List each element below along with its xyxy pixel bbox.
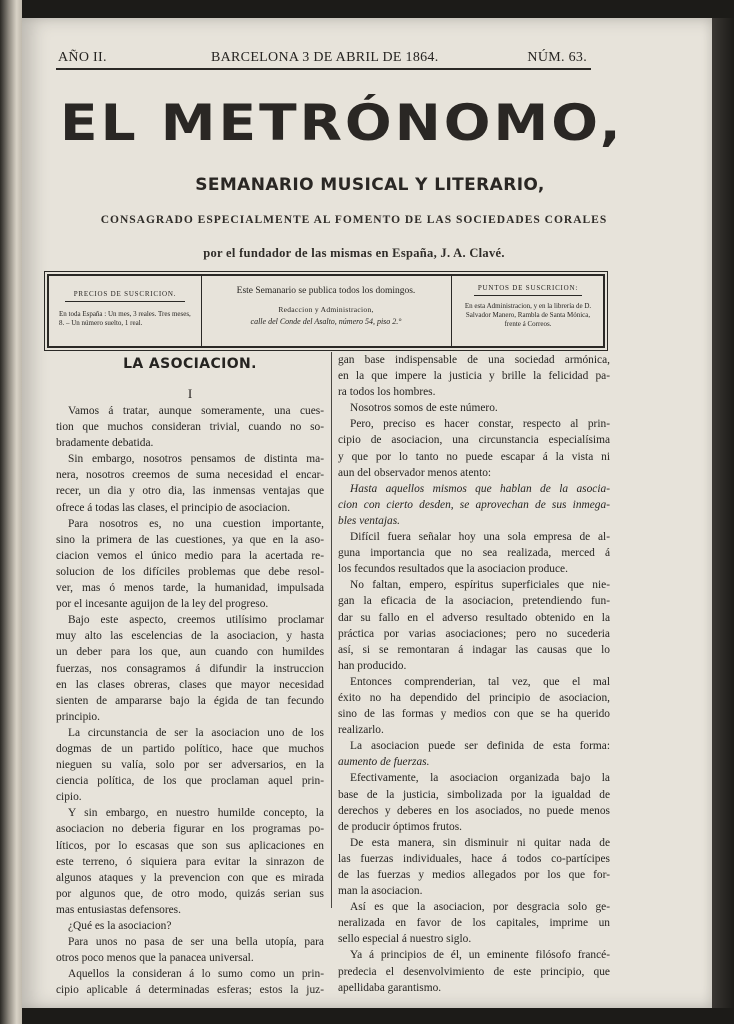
- text-line: de las fuerzas y medios allegados por los que for-: [338, 869, 610, 881]
- text-line: sino la primera de las cuestiones, ya que en la aso-: [56, 533, 324, 546]
- book-spine: [0, 0, 22, 1024]
- article-title: LA ASOCIACION.: [123, 356, 257, 372]
- text-line: base de la justicia, simbolizada por la igualdad de: [338, 788, 610, 801]
- text-line: Ya á principios de él, un eminente filósofo francé-: [350, 949, 610, 962]
- text-line: Vamos á tratar, aunque someramente, una cues-: [68, 405, 324, 417]
- text-line: muy alto las escelencias de la asociacion, y hasta: [56, 630, 324, 643]
- text-line: ¿Qué es la asociacion?: [68, 920, 172, 932]
- text-line: Para nosotros es, no una cuestion importante,: [68, 517, 324, 530]
- text-line: aun del observador menos atento:: [338, 466, 492, 479]
- text-line: gan base indispensable de una sociedad armónica,: [338, 354, 610, 366]
- text-line: solucion de los difíciles problemas que debe resol-: [56, 565, 324, 578]
- text-line: éxito no ha dependido del principio de asociacion,: [338, 691, 610, 704]
- text-line: La circunstancia de ser la asociacion uno de los: [68, 726, 324, 739]
- text-line: en las clases obreras, clases que mayor necesidad: [56, 678, 324, 691]
- text-line: aumento de fuerzas.: [338, 756, 430, 769]
- text-line: Difícil fuera señalar hoy una sola empresa de al-: [350, 531, 610, 544]
- text-line: ciacion vemos el único medio para la acertada re-: [56, 549, 324, 562]
- text-line: nera, nosotros creemos de suma necesidad el encar-: [56, 469, 324, 482]
- text-line: guna importancia que no sea realizada, merced á: [338, 547, 610, 560]
- text-line: bradamente debatida.: [56, 437, 154, 450]
- text-line: La asociacion puede ser definida de esta forma:: [350, 740, 610, 753]
- text-line: Para unos no pasa de ser una bella utopía, para: [68, 936, 324, 949]
- text-line: Nosotros somos de este número.: [350, 402, 498, 415]
- text-line: asociacion no deberia figurar en los programas po-: [56, 823, 324, 836]
- text-line: Y sin embargo, en nuestro humilde concepto, la: [68, 807, 324, 820]
- text-line: Así es que la asociacion, por desgracia solo ge-: [350, 901, 610, 914]
- text-line: recer, un dia y otro dia, las inmensas ventajas que: [56, 485, 324, 498]
- masthead-place-date: BARCELONA 3 DE ABRIL DE 1864.: [211, 50, 439, 65]
- masthead-line: [56, 50, 591, 70]
- text-line: realizarlo.: [338, 724, 384, 737]
- text-line: fuerzas, nos consagramos á difundir la instruccion: [56, 662, 324, 675]
- text-line: bles ventajas.: [338, 514, 401, 527]
- text-line: ciencia política, de los que proclaman aquel prin-: [56, 775, 324, 788]
- article-left-column: [56, 403, 324, 998]
- text-line: algunos ataques y la prevencion con que es mirada: [56, 871, 324, 884]
- subscription-info-box: [47, 274, 605, 348]
- text-line: De esta manera, sin disminuir ni quitar nada de: [350, 836, 610, 849]
- prices-column: [49, 276, 202, 346]
- text-line: cipio.: [56, 791, 82, 804]
- text-line: cion con cierto desden, se aprovechan de sus inmega-: [338, 498, 610, 511]
- text-line: tion que muchos consideran trivial, cuando no so-: [56, 421, 324, 434]
- text-line: por el incesante aguijon de la ley del progreso.: [56, 598, 269, 611]
- text-line: mas entusiastas defensores.: [56, 903, 181, 916]
- text-line: dogmas de un partido político, hace que muchos: [56, 742, 324, 755]
- text-line: práctica por varias asociaciones; pero no sucederia: [338, 627, 610, 640]
- newspaper-title: EL METRÓNOMO,: [60, 94, 624, 152]
- article-right-column: [338, 352, 610, 996]
- text-line: Pero, preciso es hacer constar, respecto al prin-: [350, 418, 610, 431]
- text-line: este terreno, ó siquiera para evitar la sinrazon de: [56, 855, 324, 868]
- text-line: Efectivamente, la asociacion organizada bajo la: [350, 772, 610, 785]
- subscription-points-text: En esta Administracion, y en la librería de D. Salvador Manero, Rambla de Santa Mónica, frente á Correos.: [464, 302, 592, 328]
- text-line: ver, mas ó menos tarde, la humanidad, impulsada: [56, 582, 324, 595]
- text-line: en la que impere la justicia y brille la felicidad pa-: [338, 370, 610, 383]
- page-edge-shadow: [712, 18, 734, 1008]
- prices-heading: PRECIOS DE SUSCRICION.: [65, 290, 185, 302]
- publication-info-column: [202, 276, 450, 346]
- text-line: ra todos los hombres.: [338, 386, 436, 399]
- text-line: dar su fallo en el adverso resultado obtenido en la: [338, 611, 610, 624]
- subscription-points-heading: PUNTOS DE SUSCRICION:: [474, 284, 582, 296]
- text-line: No faltan, empero, espíritus superficiales que nie-: [350, 579, 610, 592]
- text-line: ofrece á todas las clases, el principio de asociacion.: [56, 501, 291, 514]
- text-line: sienten de ampararse bajo la égida de tan fecundo: [56, 694, 324, 707]
- text-line: han producido.: [338, 659, 407, 672]
- text-line: neralizada en favor de los capitales, imprime un: [338, 917, 610, 930]
- text-line: derechos y deberes en los asociados, no puede menos: [338, 804, 610, 817]
- text-line: de producir óptimos frutos.: [338, 820, 463, 833]
- text-line: predecia el desenvolvimiento de este principio, que: [338, 965, 610, 978]
- newspaper-subtitle: SEMANARIO MUSICAL Y LITERARIO,: [195, 175, 545, 195]
- text-line: Sin embargo, nosotros pensamos de distinta ma-: [68, 453, 324, 466]
- text-line: sello especial á nuestro siglo.: [338, 933, 472, 946]
- prices-text: En toda España : Un mes, 3 reales. Tres meses, 8. – Un número suelto, 1 real.: [59, 310, 191, 327]
- text-line: man la asociacion.: [338, 885, 423, 898]
- dedication-line: CONSAGRADO ESPECIALMENTE AL FOMENTO DE LAS SOCIEDADES CORALES: [100, 214, 608, 226]
- text-line: sino de las formas y medios con que se ha querido: [338, 708, 610, 721]
- text-line: gan la eficacia de la asociacion, pretendiendo fun-: [338, 595, 610, 608]
- publication-frequency: Este Semanario se publica todos los domingos.: [236, 286, 416, 296]
- founder-line: por el fundador de las mismas en España, J. A. Clavé.: [203, 246, 505, 260]
- editorial-office-heading: Redaccion y Administracion,: [278, 305, 374, 314]
- editorial-office-address: calle del Conde del Asalto, número 54, piso 2.°: [250, 317, 402, 326]
- subscription-points-column: [451, 276, 604, 346]
- text-line: los fecundos resultados que la asociacion produce.: [338, 563, 568, 576]
- text-line: principio.: [56, 710, 100, 723]
- text-line: cipio aplicable á determinadas esferas; estos la juz-: [56, 984, 324, 997]
- text-line: apellidaba garantismo.: [338, 981, 442, 994]
- text-line: cipio de asociacion, una circunstancia especialísima: [338, 434, 610, 447]
- masthead-year: AÑO II.: [58, 50, 107, 65]
- text-line: nieguen su valía, solo por ser adversarios, en la: [56, 759, 324, 772]
- text-line: Entonces comprenderian, tal vez, que el mal: [350, 675, 610, 688]
- text-line: otros poco menos que la panacea universal.: [56, 952, 254, 965]
- text-line: Hasta aquellos mismos que hablan de la asocia-: [350, 482, 610, 495]
- text-line: Aquellos la consideran á lo sumo como un prin-: [68, 968, 324, 981]
- text-line: así, si se remontaran á indagar las causas que lo: [338, 643, 610, 656]
- column-divider: [331, 352, 332, 908]
- text-line: un deber para los que, aun cuando con humildes: [56, 646, 324, 659]
- text-line: por algunos que, de otro modo, quizás serian sus: [56, 887, 324, 900]
- article-section-number: I: [187, 386, 193, 401]
- text-line: y que por lo tanto no puede escapar á la vista ni: [338, 450, 610, 463]
- text-line: Bajo este aspecto, creemos utilísimo proclamar: [68, 614, 324, 627]
- text-line: líticos, por lo escasas que son sus aplicaciones en: [56, 839, 324, 852]
- masthead-number: NÚM. 63.: [527, 50, 587, 65]
- text-line: las fuerzas individuales, hace á todos co-partícipes: [338, 852, 610, 865]
